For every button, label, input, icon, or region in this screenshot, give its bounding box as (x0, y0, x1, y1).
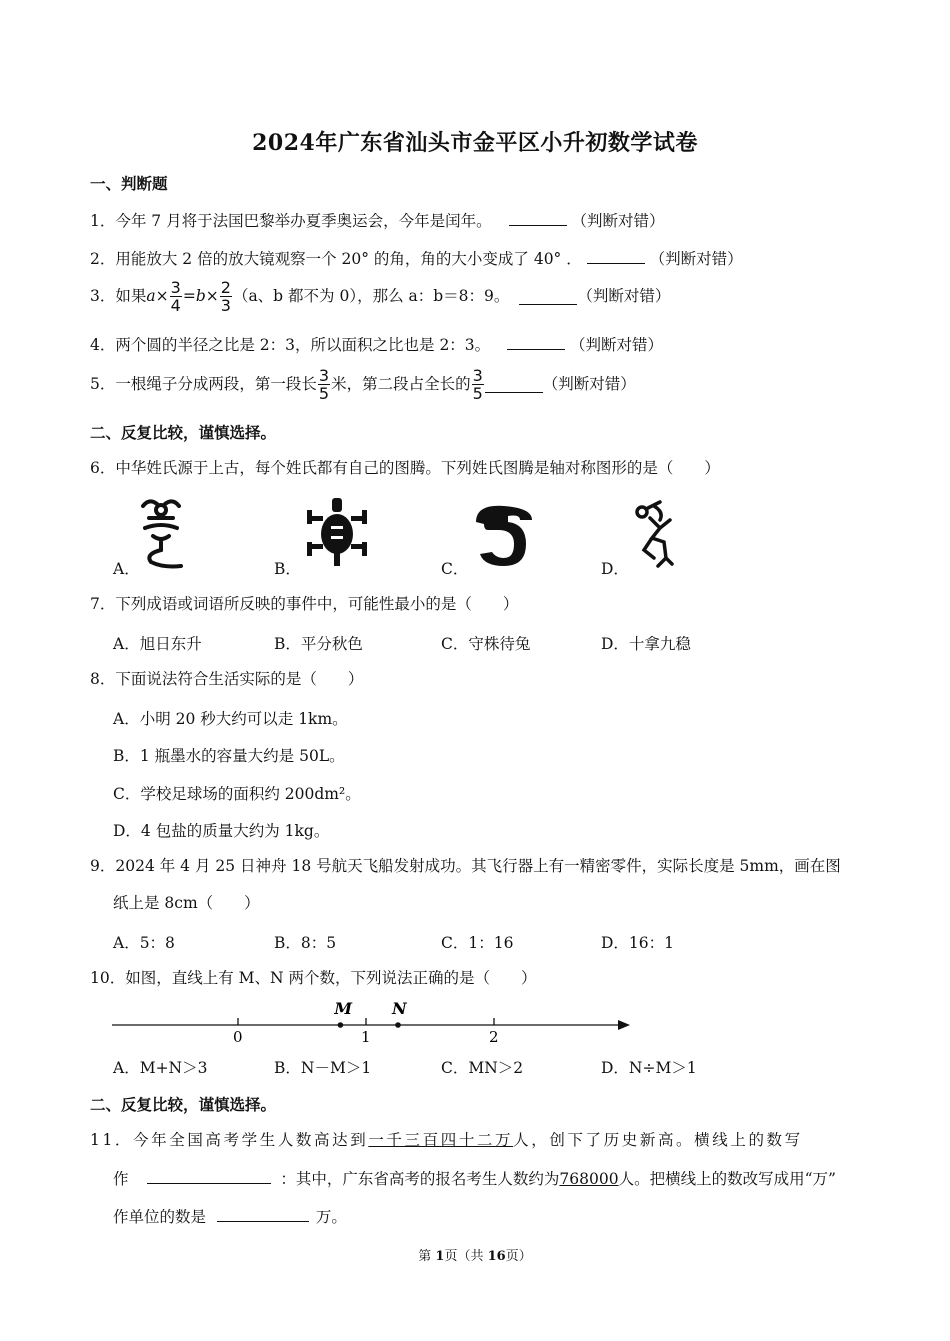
q8-option-d[interactable]: D．4 包盐的质量大约为 1kg。 (113, 822, 330, 840)
number-line-arrow-icon (618, 1020, 630, 1030)
question-3: 3．如果 a × $\frac{3}{4}$ = b × $\frac{2}{3}$ （a、b 都不为 0），那么 a：b＝8：9。 （判断对错） (90, 277, 671, 315)
fraction-2-3: $\frac{2}{3}$ (220, 277, 231, 315)
question-8: 8．下面说法符合生活实际的是（ ） (90, 670, 364, 688)
answer-blank-4[interactable] (507, 333, 565, 350)
point-label-M: M (334, 999, 353, 1018)
q8-option-b[interactable]: B．1 瓶墨水的容量大约是 50L。 (113, 747, 345, 765)
answer-blank-11a[interactable] (147, 1167, 271, 1184)
answer-blank-11b[interactable] (217, 1205, 309, 1222)
section-heading-choice-2: 二、反复比较，谨慎选择。 (90, 1095, 277, 1114)
q10-option-a[interactable]: A．M+N＞3 (113, 1059, 208, 1077)
answer-blank-1[interactable] (509, 209, 567, 226)
question-9-line2: 纸上是 8cm（ ） (113, 894, 260, 912)
q9-option-a[interactable]: A．5：8 (113, 934, 175, 952)
q6-option-a[interactable]: A． (113, 560, 140, 578)
q6-option-d[interactable]: D． (601, 560, 629, 578)
answer-blank-3[interactable] (519, 288, 577, 305)
q10-option-c[interactable]: C．MN＞2 (441, 1059, 524, 1077)
fraction-3-4: $\frac{3}{4}$ (170, 277, 181, 315)
q10-option-b[interactable]: B．N－M＞1 (274, 1059, 372, 1077)
question-1: 1．今年 7 月将于法国巴黎举办夏季奥运会，今年是闰年。 （判断对错） (90, 209, 664, 231)
q6-option-c[interactable]: C． (441, 560, 469, 578)
tick-label-2: 2 (489, 1028, 499, 1046)
fraction-3-5-a: $\frac{3}{5}$ (318, 365, 330, 403)
tick-label-0: 0 (233, 1028, 243, 1046)
totem-b-icon (305, 496, 369, 568)
point-N (395, 1022, 401, 1028)
section-heading-judgement: 一、判断题 (90, 174, 168, 193)
question-7: 7．下列成语或词语所反映的事件中，可能性最小的是（ ） (90, 595, 519, 613)
q7-option-c[interactable]: C．守株待兔 (441, 635, 531, 653)
question-2: 2．用能放大 2 倍的放大镜观察一个 20° 的角，角的大小变成了 40° ． （判断对错） (90, 247, 743, 269)
q8-option-a[interactable]: A．小明 20 秒大约可以走 1km。 (113, 710, 348, 728)
totem-c-icon (470, 500, 540, 570)
totem-a-icon (135, 496, 187, 572)
page-footer: 第 1页（共 16页） (418, 1249, 532, 1264)
q9-option-d[interactable]: D．16：1 (601, 934, 675, 952)
answer-blank-2[interactable] (587, 247, 645, 264)
question-10: 10．如图，直线上有 M、N 两个数，下列说法正确的是（ ） (90, 969, 537, 987)
question-11-line3: 作单位的数是 万。 (113, 1205, 347, 1227)
fraction-3-5-b: $\frac{3}{5}$ (472, 365, 483, 403)
question-4: 4．两个圆的半径之比是 2：3，所以面积之比也是 2：3。 （判断对错） (90, 333, 663, 355)
q7-option-d[interactable]: D．十拿九稳 (601, 635, 691, 653)
q8-option-c[interactable]: C．学校足球场的面积约 200dm²。 (113, 785, 361, 803)
point-M (338, 1022, 344, 1028)
question-9-line1: 9．2024 年 4 月 25 日神舟 18 号航天飞船发射成功。其飞行器上有一精密零件，实际长度是 5mm，画在图 (90, 857, 841, 875)
page-title: 2024年广东省汕头市金平区小升初数学试卷 (252, 130, 698, 156)
q6-option-b[interactable]: B． (274, 560, 301, 578)
answer-blank-5[interactable] (485, 376, 543, 393)
question-11-line1: 11．今年全国高考学生人数高达到一千三百四十二万人，创下了历史新高。横线上的数写 (90, 1131, 803, 1149)
point-label-N: N (392, 999, 407, 1018)
q9-option-c[interactable]: C．1：16 (441, 934, 514, 952)
question-5: 5．一根绳子分成两段，第一段长 $\frac{3}{5}$ 米，第二段占全长的 $\frac{3}{5}$ （判断对错） (90, 365, 636, 403)
q7-option-a[interactable]: A．旭日东升 (113, 635, 202, 653)
q10-option-d[interactable]: D．N÷M＞1 (601, 1059, 697, 1077)
q9-option-b[interactable]: B．8：5 (274, 934, 337, 952)
q7-option-b[interactable]: B．平分秋色 (274, 635, 363, 653)
question-6: 6．中华姓氏源于上古，每个姓氏都有自己的图腾。下列姓氏图腾是轴对称图形的是（ ） (90, 459, 720, 477)
section-heading-choice: 二、反复比较，谨慎选择。 (90, 423, 277, 442)
number-line (110, 996, 635, 1046)
tick-label-1: 1 (361, 1028, 371, 1046)
totem-d-icon (630, 498, 678, 570)
question-11-line2: 作 ：其中，广东省高考的报名考生人数约为768000人。把横线上的数改写成用“万” (113, 1167, 836, 1189)
